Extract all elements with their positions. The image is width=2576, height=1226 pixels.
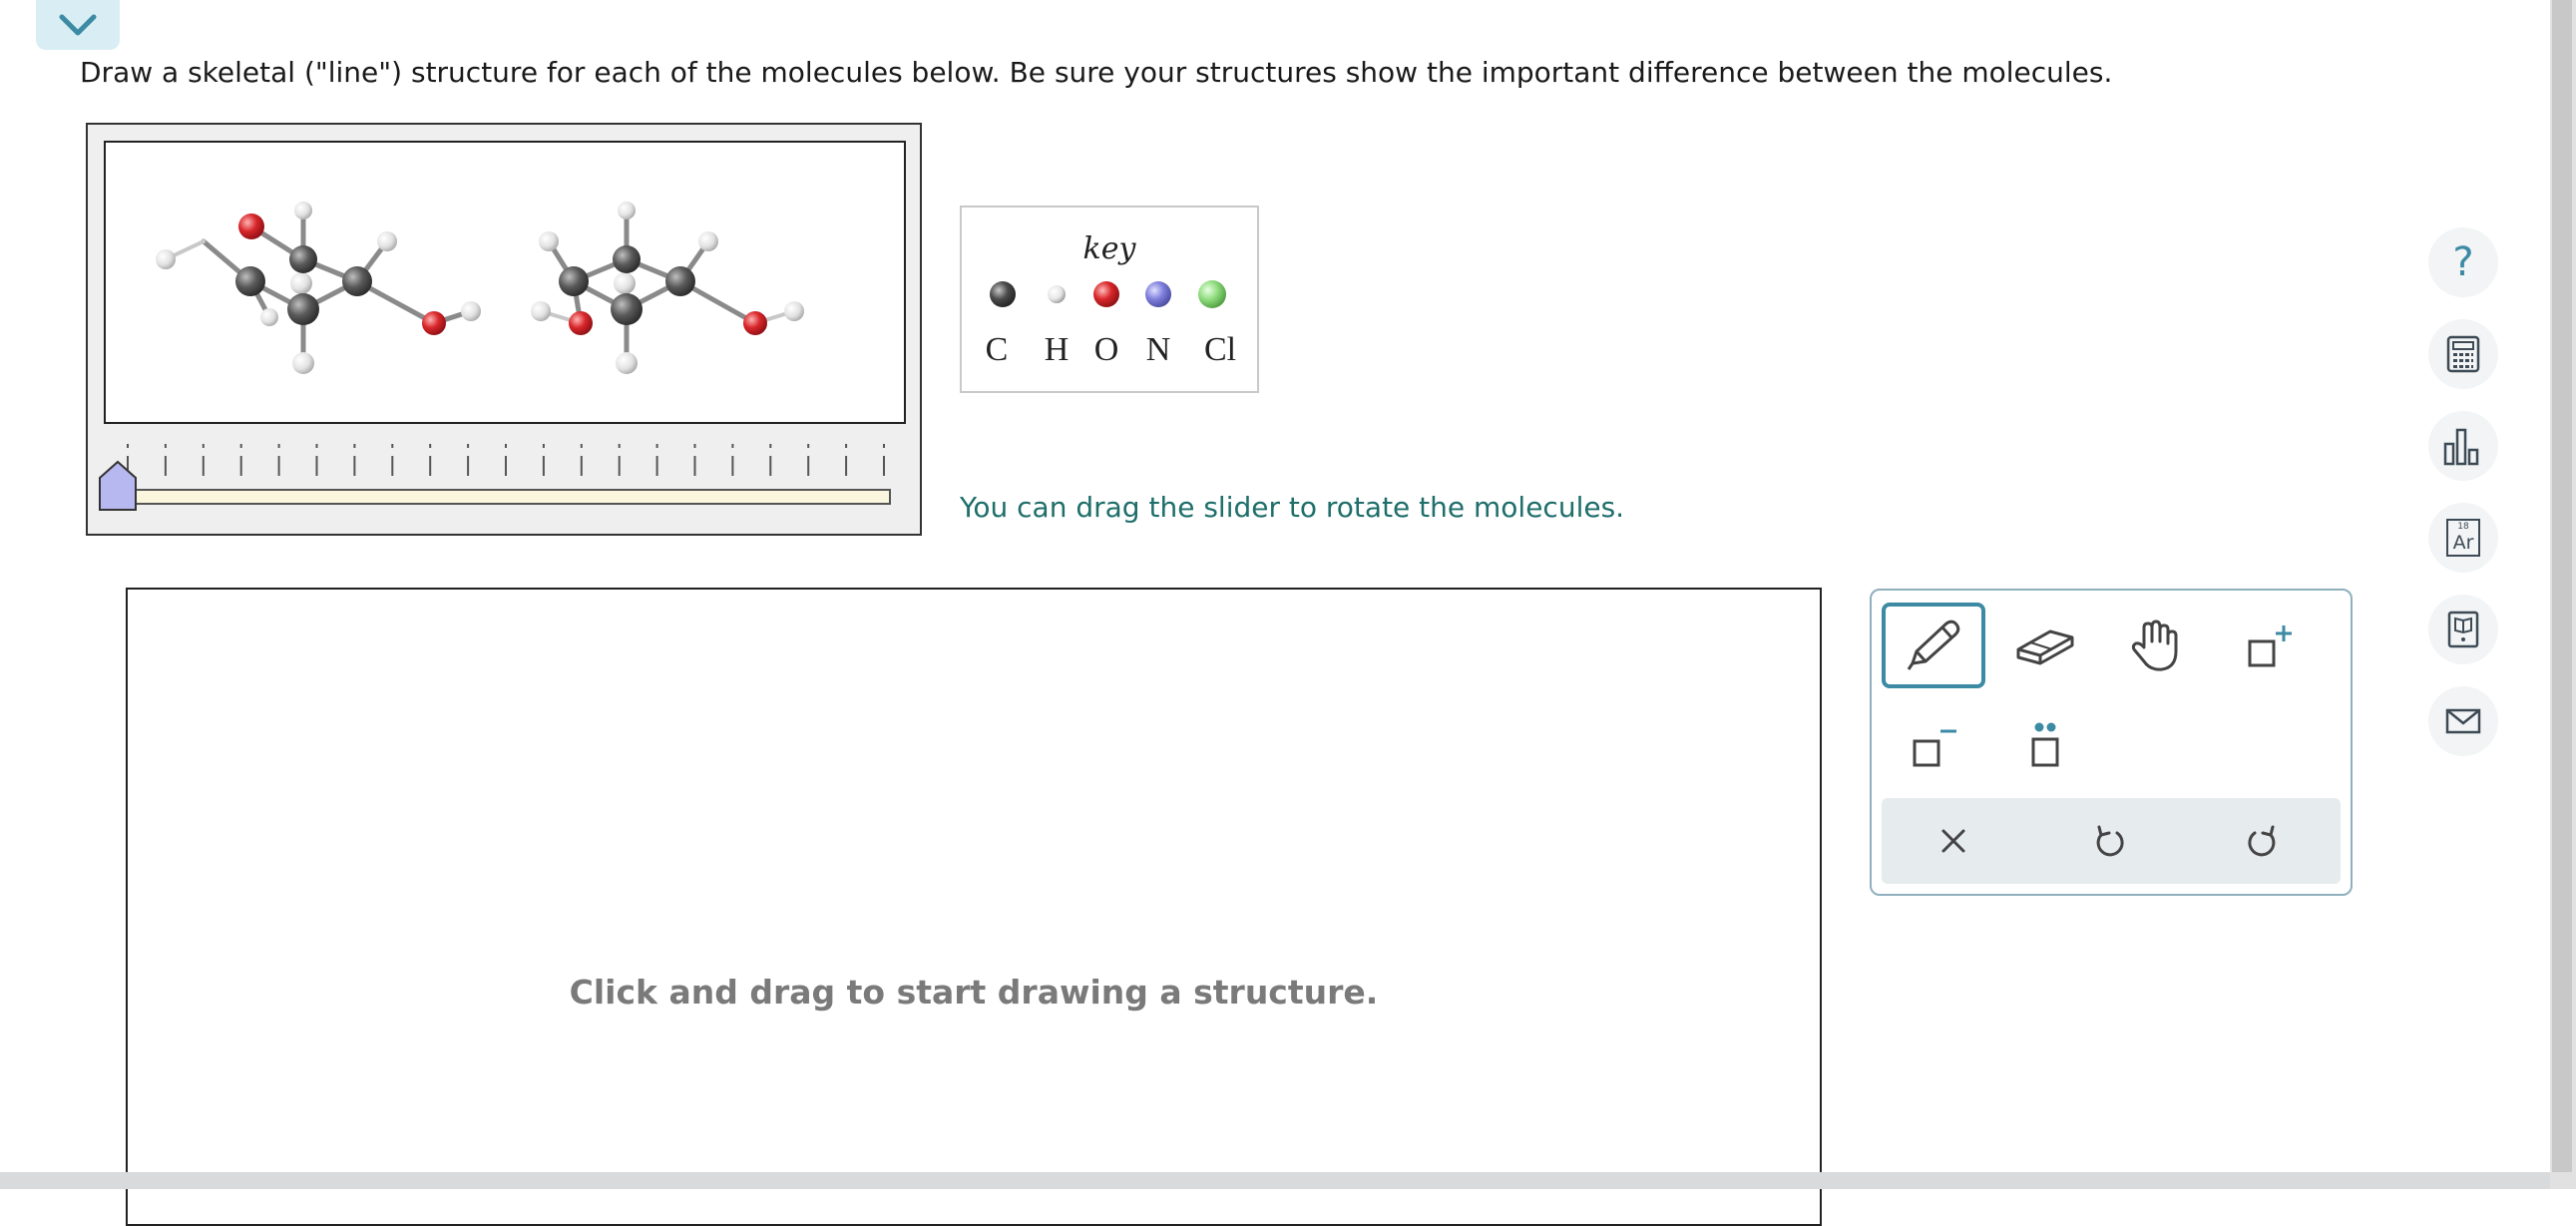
slider-handle[interactable]	[100, 462, 136, 510]
slider-hint-text: You can drag the slider to rotate the molecules.	[960, 491, 1625, 524]
oxygen-dot-icon	[1091, 279, 1121, 309]
pencil-tool-button[interactable]	[1882, 603, 1985, 688]
key-label-carbon: C	[985, 331, 1009, 368]
structure-drawing-canvas[interactable]	[126, 588, 1822, 1226]
toolbar-action-bar	[1882, 798, 2341, 884]
undo-icon	[2089, 821, 2129, 861]
slider-ticks	[128, 444, 884, 476]
help-button[interactable]	[2428, 227, 2498, 297]
key-title: key	[1082, 231, 1136, 266]
drawing-placeholder-text: Click and drag to start drawing a structure.	[569, 973, 1379, 1012]
negative-charge-icon	[1899, 715, 1968, 775]
pencil-icon	[1899, 615, 1968, 675]
instructions-text: Draw a skeletal ("line") structure for each of the molecules below. Be sure your structures show the important difference between the molecules.	[80, 56, 2113, 89]
chevron-down-icon	[58, 12, 98, 38]
drawing-toolbar	[1870, 589, 2353, 896]
lone-pair-icon	[2010, 715, 2080, 775]
close-icon	[1933, 821, 1973, 861]
hand-tool-button[interactable]	[2105, 603, 2209, 688]
periodic-table-icon	[2446, 519, 2480, 557]
undo-button[interactable]	[2057, 798, 2161, 884]
molecule-canvas	[104, 141, 906, 424]
calculator-button[interactable]	[2428, 319, 2498, 389]
book-icon	[2443, 610, 2483, 649]
message-button[interactable]	[2428, 686, 2498, 756]
periodic-table-number: 18	[2457, 522, 2469, 532]
eraser-tool-button[interactable]	[1993, 603, 2097, 688]
envelope-icon	[2443, 701, 2483, 741]
lone-pair-tool-button[interactable]	[1993, 702, 2097, 788]
vertical-scrollbar-thumb[interactable]	[2552, 0, 2572, 1172]
key-label-oxygen: O	[1093, 331, 1119, 368]
hand-icon	[2122, 615, 2192, 675]
molecule-1	[156, 202, 481, 374]
key-label-hydrogen: H	[1044, 331, 1070, 368]
key-label-chlorine: Cl	[1203, 331, 1237, 368]
textbook-button[interactable]	[2428, 595, 2498, 664]
eraser-icon	[2010, 615, 2080, 675]
chlorine-dot-icon	[1197, 279, 1227, 309]
atom-color-key	[960, 205, 1259, 393]
collapse-button[interactable]	[36, 0, 120, 50]
rotation-slider[interactable]	[98, 434, 896, 530]
horizontal-scrollbar[interactable]	[0, 1172, 2550, 1189]
slider-track[interactable]	[126, 490, 890, 504]
key-label-nitrogen: N	[1145, 331, 1171, 368]
redo-icon	[2243, 821, 2283, 861]
redo-button[interactable]	[2211, 798, 2315, 884]
carbon-dot-icon	[988, 279, 1018, 309]
hydrogen-atoms	[156, 202, 481, 374]
positive-charge-tool-button[interactable]	[2217, 603, 2321, 688]
periodic-table-symbol: Ar	[2452, 532, 2474, 554]
negative-charge-tool-button[interactable]	[1882, 702, 1985, 788]
clear-button[interactable]	[1902, 798, 2005, 884]
calculator-icon	[2443, 334, 2483, 374]
help-icon: ?	[2452, 239, 2474, 285]
data-chart-button[interactable]	[2428, 411, 2498, 481]
molecule-viewer	[86, 123, 922, 536]
periodic-table-button[interactable]	[2428, 503, 2498, 573]
positive-charge-icon	[2234, 615, 2304, 675]
molecule-2	[531, 202, 804, 374]
nitrogen-dot-icon	[1143, 279, 1173, 309]
bar-chart-icon	[2441, 426, 2485, 466]
hydrogen-dot-icon	[1042, 279, 1072, 309]
